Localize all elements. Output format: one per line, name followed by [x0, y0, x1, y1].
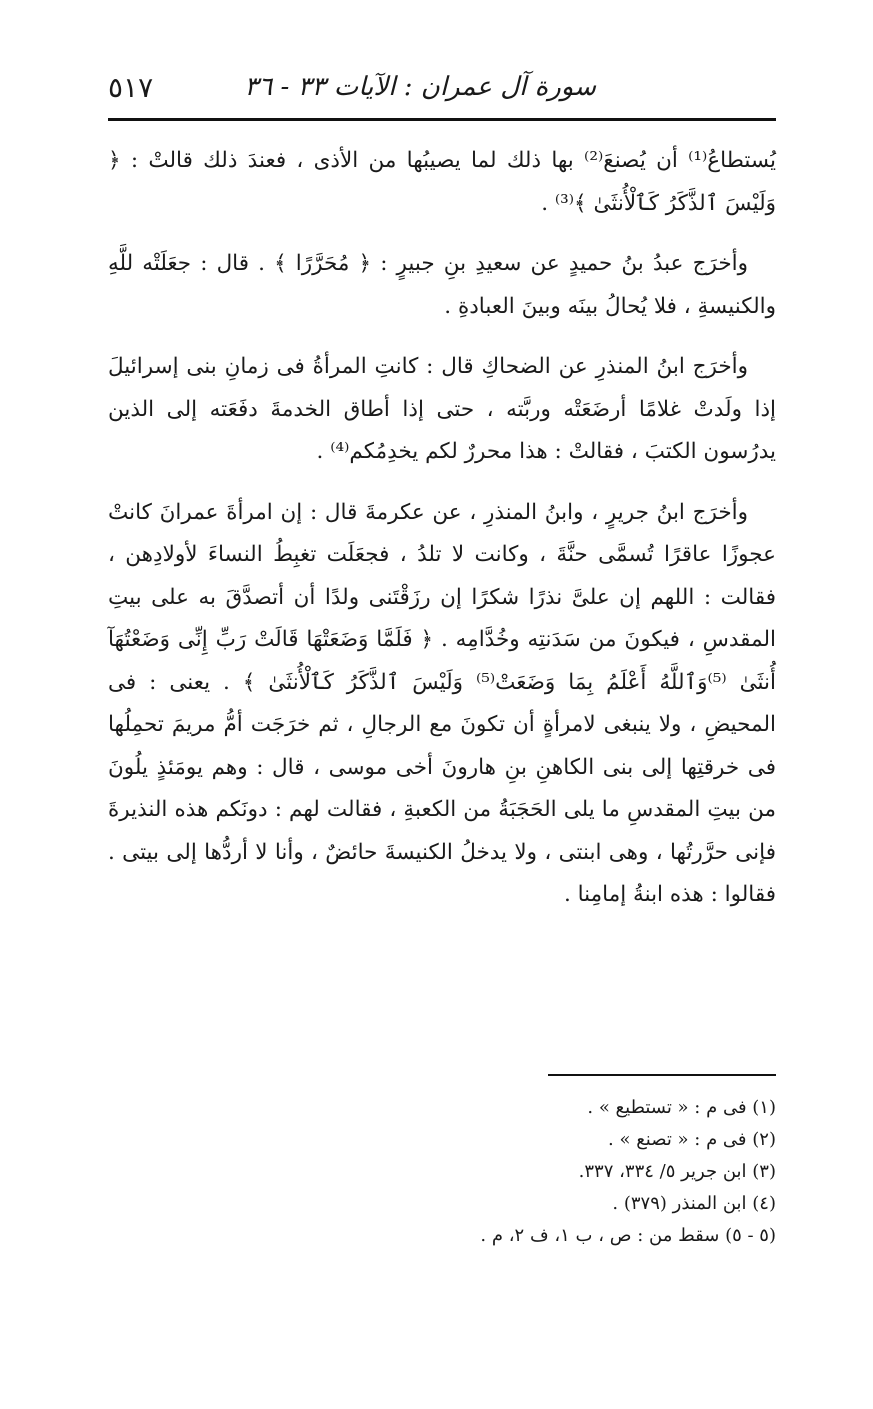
footnote-3: (٣) ابن جرير ٥/ ٣٣٤، ٣٣٧. [578, 1161, 776, 1182]
footnote-5: (٥ - ٥) سقط من : ص ، ب ١، ف ٢، م . [480, 1225, 776, 1246]
header-divider [108, 118, 776, 121]
paragraph-4: وأخرَج ابنُ جريرٍ ، وابنُ المنذرِ ، عن عكرمةَ قال : إن امرأةَ عمرانَ كانتْ عجوزًا عاقرًا تُسمَّى حنَّةَ ، وكانت لا تلدُ ، فجعَلَت تغبِطُ النساءَ لأولادِهن ، فقالت : اللهم إن علىَّ نذرًا شكرًا إن رزَقْتَنى ولدًا أن أتصدَّقَ به على بيتِ المقدسِ ، فيكونَ من سَدَنتِه وخُدَّامِه . ﴿ فَلَمَّا وَضَعَتْهَا قَالَتْ رَبِّ إِنِّى وَضَعْتُهَآ أُنثَىٰ ⁽⁵⁾وَٱللَّهُ أَعْلَمُ بِمَا وَضَعَتْ⁽⁵⁾ وَلَيْسَ ٱلذَّكَرُ كَٱلْأُنثَىٰ ﴾ . يعنى : فى المحيضِ ، ولا ينبغى لامرأةٍ أن تكونَ مع الرجالِ ، ثم خرَجَت أمُّ مريمَ تحمِلُها فى خرقتِها إلى بنى الكاهنِ بنِ هارونَ أخى موسى ، قال : وهم يومَئذٍ يلُونَ من بيتِ المقدسِ ما يلى الحَجَبَةُ من الكعبةِ ، فقالت لهم : دونَكم هذه النذيرةَ فإنى حرَّرتُها ، وهى ابنتى ، ولا يدخلُ الكنيسةَ حائضٌ ، وأنا لا أردُّها إلى بيتى . فقالوا : هذه ابنةُ إمامِنا . [108, 499, 776, 907]
footnote-divider [548, 1074, 776, 1076]
paragraph-1: يُستطاعُ⁽¹⁾ أن يُصنعَ⁽²⁾ بها ذلك لما يصيبُها من الأذى ، فعندَ ذلك قالتْ : ﴿ وَلَيْسَ ٱلذَّكَرُ كَٱلْأُنثَىٰ ﴾⁽³⁾ . [108, 148, 776, 216]
main-text [108, 140, 776, 935]
page-header [108, 62, 776, 112]
paragraph-2: وأخرَج عبدُ بنُ حميدٍ عن سعيدِ بنِ جبيرٍ : ﴿ مُحَرَّرًا ﴾ . قال : جعَلَتْه للَّهِ والكنيسةِ ، فلا يُحالُ بينَه وبينَ العبادةِ . [108, 251, 776, 319]
running-title: سورة آل عمران : الآيات ٣٣ - ٣٦ [244, 72, 596, 102]
footnote-4: (٤) ابن المنذر (٣٧٩) . [612, 1193, 776, 1214]
footnotes [108, 1092, 776, 1252]
paragraph-3: وأخرَج ابنُ المنذرِ عن الضحاكِ قال : كانتِ المرأةُ فى زمانِ بنى إسرائيلَ إذا ولَدتْ غلامًا أرضَعَتْه وربَّته ، حتى إذا أطاق الخدمةَ دفَعَته إلى الذين يدرُسون الكتبَ ، فقالتْ : هذا محررٌ لكم يخدِمُكم⁽⁴⁾ . [108, 354, 776, 464]
footnote-2: (٢) فى م : « تصنع » . [608, 1129, 776, 1150]
footnote-1: (١) فى م : « تستطيع » . [587, 1097, 776, 1118]
page-number: ٥١٧ [108, 70, 154, 104]
